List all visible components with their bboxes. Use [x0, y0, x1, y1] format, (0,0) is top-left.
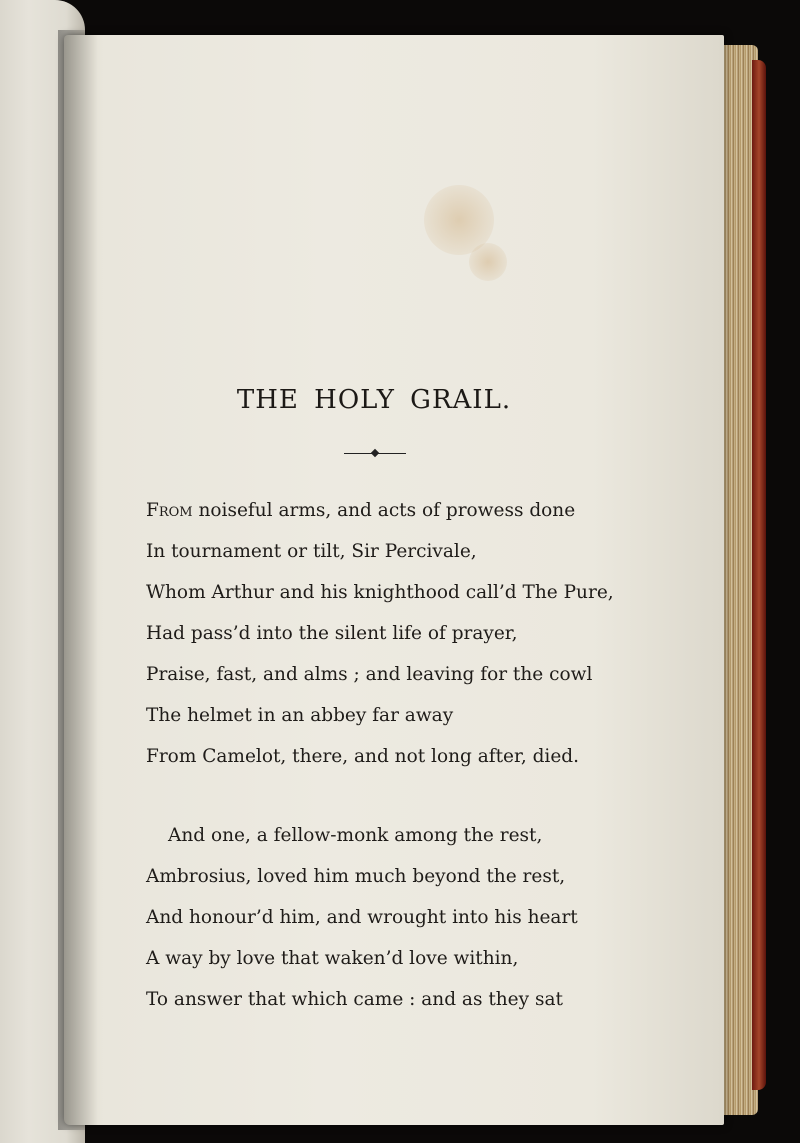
stanza-1 — [146, 490, 706, 777]
verse-line: To answer that which came : and as they sat — [146, 989, 563, 1010]
paper-stain — [469, 243, 507, 281]
verse-line: Had pass’d into the silent life of prayer, — [146, 623, 518, 644]
verse-line: Praise, fast, and alms ; and leaving for the cowl — [146, 664, 593, 685]
gutter-shadow — [58, 30, 98, 1130]
rule-diamond-ornament-icon — [344, 449, 406, 459]
book-page — [64, 35, 724, 1125]
book-cover-edge — [752, 60, 766, 1090]
verse-line: Ambrosius, loved him much beyond the rest, — [146, 866, 566, 887]
stanza-2 — [146, 815, 706, 1020]
verse-line: From Camelot, there, and not long after, died. — [146, 746, 580, 767]
chapter-title: THE HOLY GRAIL. — [236, 385, 512, 415]
verse-line: A way by love that waken’d love within, — [146, 948, 519, 969]
verse-line: The helmet in an abbey far away — [146, 705, 454, 726]
verse-line: And honour’d him, and wrought into his heart — [146, 907, 578, 928]
verse-line: And one, a fellow-monk among the rest, — [168, 825, 543, 846]
verse-line — [146, 490, 706, 531]
verse-line-lead: From — [146, 500, 193, 521]
verse-line: Whom Arthur and his knighthood call’d The Pure, — [146, 582, 614, 603]
verse-line: In tournament or tilt, Sir Percivale, — [146, 541, 477, 562]
verse-line-text: noiseful arms, and acts of prowess done — [192, 500, 576, 521]
